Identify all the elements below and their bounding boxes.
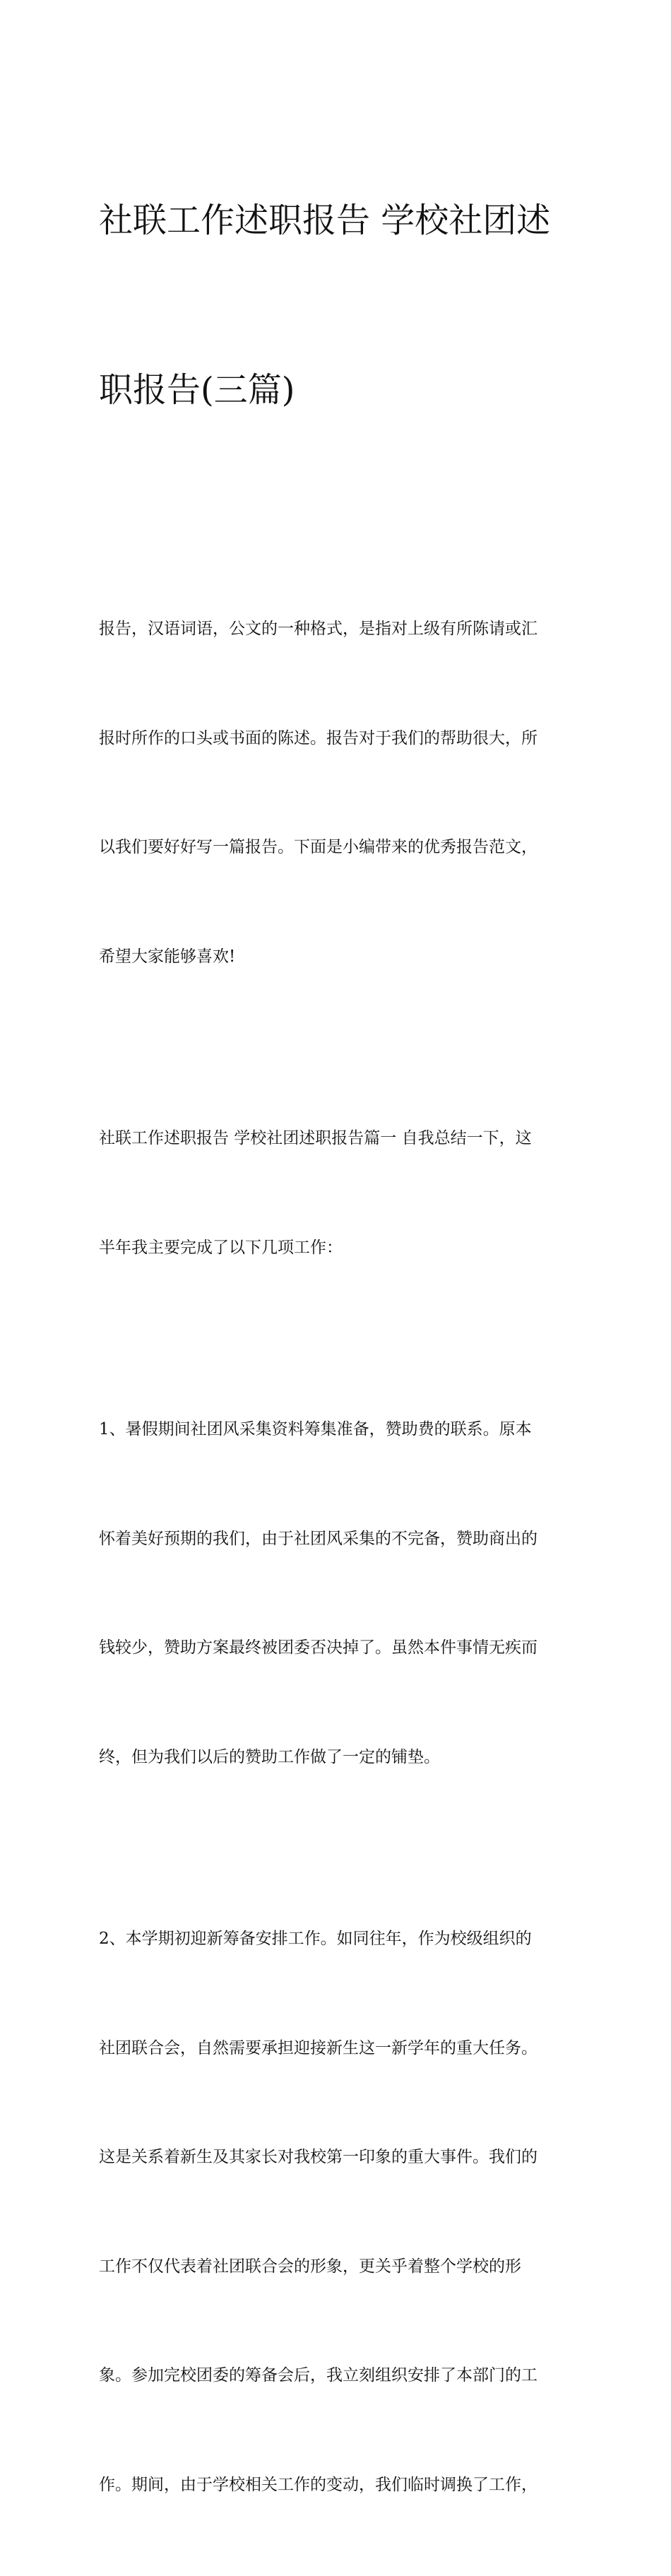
paragraph-intro [99, 538, 576, 1048]
document-content [99, 79, 576, 2576]
text-line: 社团联合会，自然需要承担迎接新生这一新学年的重大任务。 [99, 2038, 538, 2057]
title-line: 社联工作述职报告 学校社团述 [99, 201, 551, 240]
text-line: 以我们要好好写一篇报告。下面是小编带来的优秀报告范文， [99, 838, 538, 856]
paragraph-item-2 [99, 1848, 576, 2576]
title-line: 职报告(三篇) [99, 370, 295, 410]
text-line: 希望大家能够喜欢! [99, 947, 236, 966]
text-line: 2、本学期初迎新筹备安排工作。如同往年，作为校级组织的 [99, 1930, 532, 1948]
document-body [99, 538, 576, 2576]
text-line: 社联工作述职报告 学校社团述职报告篇一 自我总结一下，这 [99, 1129, 532, 1147]
text-line: 工作不仅代表着社团联合会的形象，更关乎着整个学校的形 [99, 2257, 521, 2276]
document-title [99, 79, 576, 531]
text-line: 这是关系着新生及其家长对我校第一印象的重大事件。我们的 [99, 2148, 538, 2166]
text-line: 象。参加完校团委的筹备会后，我立刻组织安排了本部门的工 [99, 2366, 538, 2385]
paragraph-item-1 [99, 1339, 576, 1848]
text-line: 作。期间，由于学校相关工作的变动，我们临时调换了工作， [99, 2475, 538, 2494]
text-line: 1、暑假期间社团风采集资料筹集准备，赞助费的联系。原本 [99, 1420, 532, 1438]
text-line: 怀着美好预期的我们，由于社团风采集的不完备，赞助商出的 [99, 1529, 538, 1548]
paragraph-section-intro [99, 1048, 576, 1339]
text-line: 半年我主要完成了以下几项工作： [99, 1238, 343, 1257]
text-line: 终，但为我们以后的赞助工作做了一定的铺垫。 [99, 1747, 440, 1766]
text-line: 报告，汉语词语，公文的一种格式，是指对上级有所陈请或汇 [99, 620, 538, 638]
text-line: 钱较少，赞助方案最终被团委否决掉了。虽然本件事情无疾而 [99, 1638, 538, 1657]
text-line: 报时所作的口头或书面的陈述。报告对于我们的帮助很大，所 [99, 728, 538, 748]
